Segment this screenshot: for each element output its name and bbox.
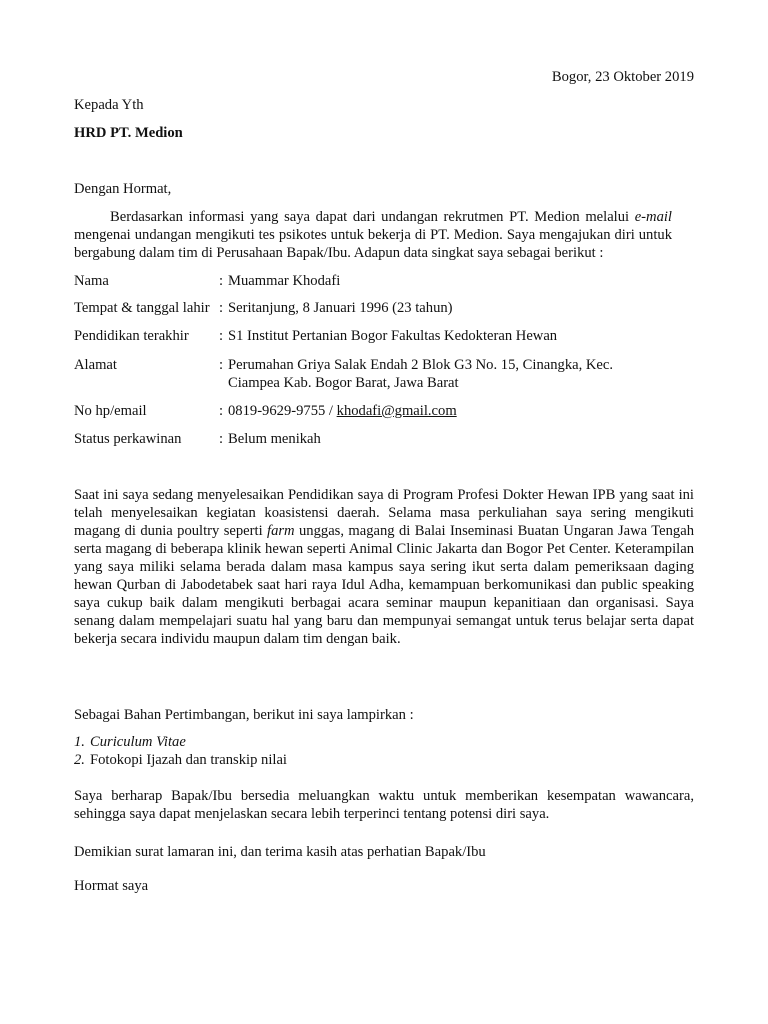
- field-value: Seritanjung, 8 Januari 1996 (23 tahun): [228, 300, 453, 316]
- field-row-address: [74, 356, 674, 392]
- attachments-intro: Sebagai Bahan Pertimbangan, berikut ini saya lampirkan :: [74, 707, 414, 723]
- recipient-line: Kepada Yth: [74, 97, 144, 113]
- body-text-1: Saat ini saya sedang menyelesaikan Pendidikan saya di Program Profesi Dokter Hewan IPB yang saat ini telah menyelesaikan kegiatan koasistensi daerah. Selama masa perkuliahan saya sering mengikuti magang di dunia poultry seperti: [74, 487, 694, 539]
- intro-text-2: mengenai undangan mengikuti tes psikotes untuk bekerja di PT. Medion. Saya mengajukan diri untuk bergabung dalam tim di Perusahaan Bapak/Ibu. Adapun data singkat saya sebagai berikut :: [74, 227, 672, 261]
- field-label: Tempat & tanggal lahir: [74, 300, 210, 316]
- field-separator: :: [219, 328, 224, 344]
- field-value: Belum menikah: [228, 431, 321, 447]
- field-label: No hp/email: [74, 403, 147, 419]
- field-separator: :: [219, 300, 224, 316]
- field-value: S1 Institut Pertanian Bogor Fakultas Kedokteran Hewan: [228, 328, 558, 344]
- field-value: [228, 402, 674, 420]
- field-row-birth: [74, 299, 674, 317]
- field-separator: :: [219, 357, 224, 373]
- field-row-contact: [74, 402, 674, 420]
- field-label: Alamat: [74, 357, 117, 373]
- field-value: [228, 356, 674, 392]
- attachment-text: Fotokopi Ijazah dan transkip nilai: [90, 752, 287, 768]
- recipient-name: HRD PT. Medion: [74, 125, 183, 141]
- field-row-marital: [74, 430, 674, 448]
- field-label: Pendidikan terakhir: [74, 328, 189, 344]
- attachment-item: [74, 751, 474, 769]
- salutation: Dengan Hormat,: [74, 181, 172, 197]
- attachment-text: Curiculum Vitae: [90, 734, 186, 750]
- field-separator: :: [219, 403, 224, 419]
- field-separator: :: [219, 273, 224, 289]
- attachment-number: 1.: [74, 734, 85, 750]
- intro-email-word: e-mail: [634, 209, 672, 225]
- body-farm-word: farm: [267, 523, 295, 539]
- closing-line: Demikian surat lamaran ini, dan terima kasih atas perhatian Bapak/Ibu: [74, 844, 486, 860]
- field-row-name: [74, 272, 674, 290]
- intro-paragraph: [74, 208, 672, 262]
- field-row-education: [74, 327, 674, 345]
- letter-date: Bogor, 23 Oktober 2019: [551, 69, 694, 85]
- field-value: Muammar Khodafi: [228, 273, 341, 289]
- attachment-item: [74, 733, 474, 751]
- field-label: Status perkawinan: [74, 431, 182, 447]
- body-paragraph: [74, 486, 694, 648]
- address-line-1: Perumahan Griya Salak Endah 2 Blok G3 No. 15, Cinangka, Kec.: [228, 357, 614, 373]
- phone-number: 0819-9629-9755 /: [228, 403, 337, 419]
- email-link[interactable]: khodafi@gmail.com: [336, 403, 457, 419]
- field-label: Nama: [74, 273, 109, 289]
- body-text-2: unggas, magang di Balai Inseminasi Buatan Ungaran Jawa Tengah serta magang di beberapa klinik hewan seperti Animal Clinic Jakarta dan Bogor Pet Center. Keterampilan yang saya miliki selama berada dalam masa kampus saya sering ikut serta dalam pemeriksaan daging hewan Qurban di Jabodetabek saat hari raya Idul Adha, kemampuan berkomunikasi dan public speaking saya cukup baik dalam mengikuti berbagai acara seminar maupun kepanitiaan dan organisasi. Saya senang dalam mempelajari suatu hal yang baru dan mempunyai semangat untuk terus belajar serta dapat bekerja secara individu maupun dalam tim dengan baik.: [74, 523, 694, 647]
- sign-off: Hormat saya: [74, 878, 149, 894]
- hope-paragraph: Saya berharap Bapak/Ibu bersedia meluangkan waktu untuk memberikan kesempatan wawancara, sehingga saya dapat menjelaskan secara lebih terperinci tentang potensi diri saya.: [74, 788, 694, 822]
- field-separator: :: [219, 431, 224, 447]
- address-line-2: Ciampea Kab. Bogor Barat, Jawa Barat: [228, 375, 459, 391]
- intro-text-1: Berdasarkan informasi yang saya dapat dari undangan rekrutmen PT. Medion melalui: [110, 209, 635, 225]
- letter-page: [74, 0, 694, 1024]
- attachment-number: 2.: [74, 752, 85, 768]
